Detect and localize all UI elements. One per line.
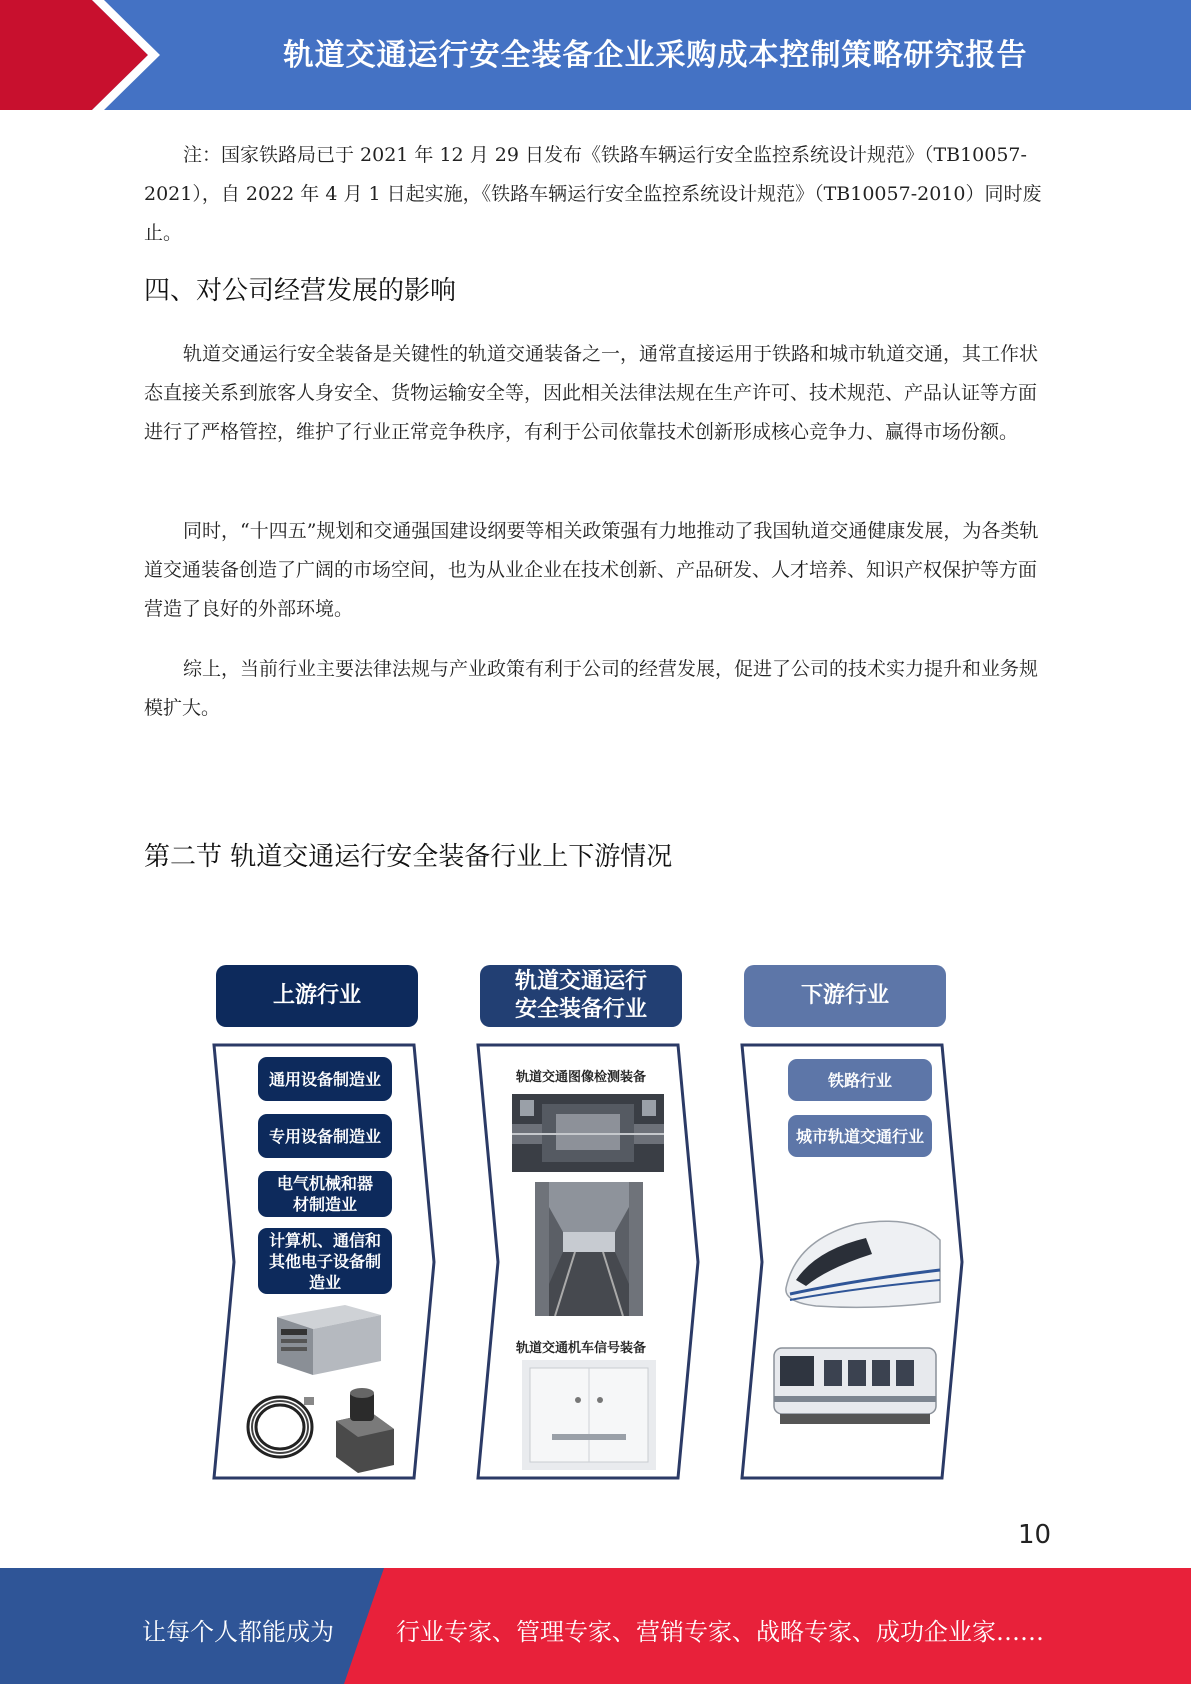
signal-equipment-caption: 轨道交通机车信号装备 (515, 1341, 646, 1356)
paragraph-3: 综上，当前行业主要法律法规与产业政策有利于公司的经营发展，促进了公司的技术实力提升和业务规模扩大。 (144, 658, 1039, 719)
downstream-item-railway: 铁路行业 (788, 1059, 932, 1101)
image-detection-caption: 轨道交通图像检测装备 (515, 1070, 646, 1085)
page-footer (0, 1568, 1191, 1684)
section-heading-2: 第二节 轨道交通运行安全装备行业上下游情况 (144, 842, 673, 872)
paragraph-2: 同时，“十四五”规划和交通强国建设纲要等相关政策强有力地推动了我国轨道交通健康发展，为各类轨道交通装备创造了广阔的市场空间，也为从业企业在技术创新、产品研发、人才培养、知识产权保护等方面营造了良好的外部环境。 (144, 520, 1039, 620)
industrial-computer-image (265, 1305, 385, 1377)
upstream-item-special-equipment: 专用设备制造业 (258, 1114, 392, 1158)
cable-and-camera-image (244, 1383, 400, 1475)
note-paragraph: 注：国家铁路局已于 2021 年 12 月 29 日发布《铁路车辆运行安全监控系统设计规范》（TB10057-2021），自 2022 年 4 月 1 日起实施，《铁路车辆运行安全监控系统设计规范》（TB10057-2010）同时废止。 (144, 144, 1042, 244)
downstream-header: 下游行业 (744, 965, 946, 1027)
header-title: 轨道交通运行安全装备企业采购成本控制策略研究报告 (283, 38, 1028, 73)
page-number: 10 (1018, 1520, 1052, 1550)
midstream-header: 轨道交通运行安全装备行业 (480, 965, 682, 1027)
footer-slogan-right: 行业专家、管理专家、营销专家、战略专家、成功企业家…… (396, 1618, 1044, 1646)
upstream-item-electronics: 计算机、通信和其他电子设备制造业 (258, 1228, 392, 1294)
metro-train-image (770, 1340, 940, 1428)
track-inspection-image (512, 1094, 664, 1172)
tunnel-inspection-image (535, 1182, 643, 1316)
upstream-item-electrical: 电气机械和器材制造业 (258, 1171, 392, 1217)
signal-cabinet-image (522, 1360, 656, 1470)
upstream-item-general-equipment: 通用设备制造业 (258, 1057, 392, 1101)
downstream-item-urban-rail: 城市轨道交通行业 (788, 1115, 932, 1157)
section-heading-4: 四、对公司经营发展的影响 (144, 276, 457, 306)
paragraph-1: 轨道交通运行安全装备是关键性的轨道交通装备之一，通常直接运用于铁路和城市轨道交通，其工作状态直接关系到旅客人身安全、货物运输安全等，因此相关法律法规在生产许可、技术规范、产品认证等方面进行了严格管控，维护了行业正常竞争秩序，有利于公司依靠技术创新形成核心竞争力、赢得市场份额。 (144, 343, 1039, 443)
footer-slogan-left: 让每个人都能成为 (142, 1618, 334, 1646)
high-speed-train-image (776, 1210, 944, 1314)
upstream-header: 上游行业 (216, 965, 418, 1027)
